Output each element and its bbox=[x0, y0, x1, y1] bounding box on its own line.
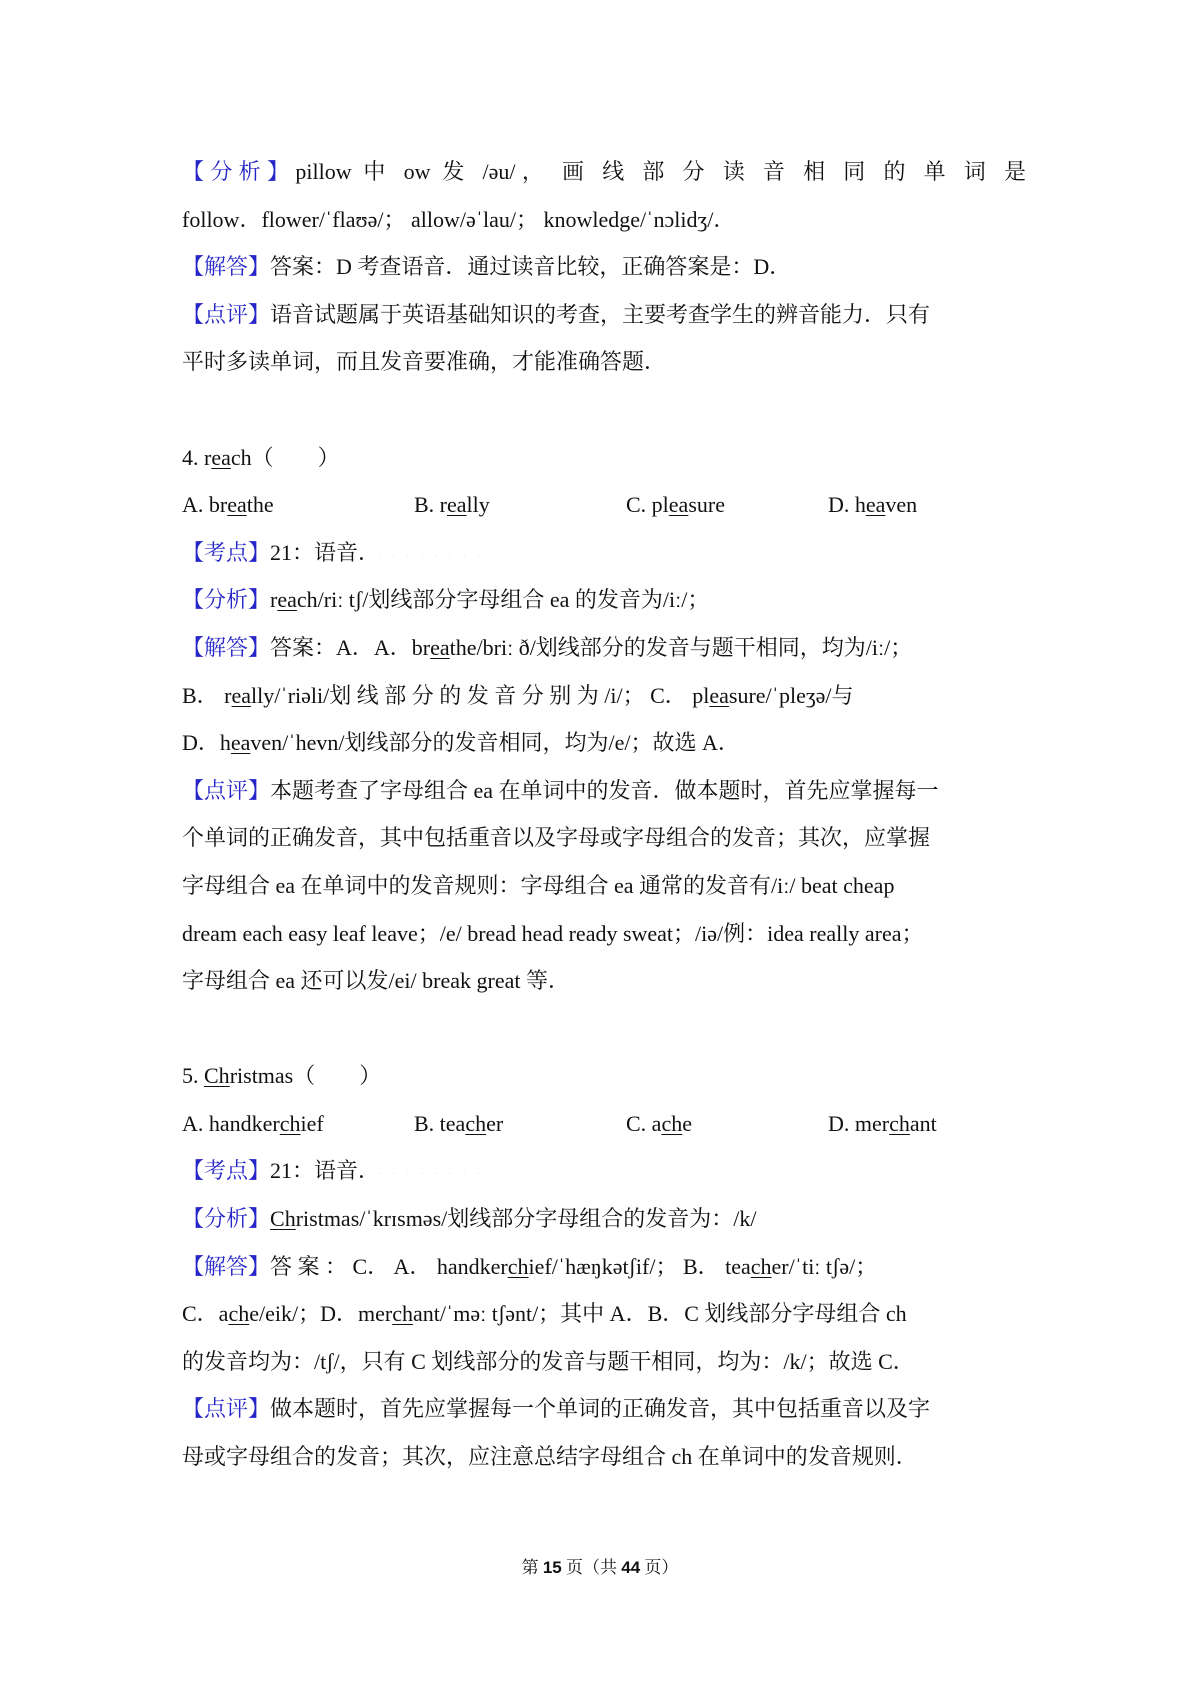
q4-options bbox=[182, 481, 1026, 529]
q5-answer-line1: 【解答】答 案 ： C． A． handkerchief/ˈhæŋkətʃif/； B． teacher/ˈtiː tʃə/； bbox=[182, 1253, 878, 1279]
q4-option-a: A. breathe bbox=[182, 492, 274, 518]
faint-watermark: · · · · · · · · bbox=[377, 548, 484, 564]
spacer bbox=[182, 1005, 1026, 1053]
spacer bbox=[182, 386, 1026, 434]
comment-label: 【点评】 bbox=[182, 777, 271, 803]
q3-answer: 【解答】答案：D 考查语音．通过读音比较，正确答案是：D． bbox=[182, 254, 792, 280]
analysis-label: 【分析】 bbox=[182, 1206, 271, 1232]
q3-analysis-line1: 【分析】pillow 中 ow 发 /əu/， 画 线 部 分 读 音 相 同 的 单 词 是 bbox=[182, 159, 1026, 184]
q5-stem: 5. Christmas（ ） bbox=[182, 1063, 382, 1089]
q4-comment-line5: 字母组合 ea 还可以发/ei/ break great 等． bbox=[182, 968, 570, 994]
q5-option-a: A. handkerchief bbox=[182, 1110, 324, 1136]
q3-comment-line2: 平时多读单词，而且发音要准确，才能准确答题． bbox=[182, 349, 667, 375]
q4-comment-line4: dream each easy leaf leave；/e/ bread head ready sweat；/iə/例：idea really area； bbox=[182, 920, 924, 946]
faint-watermark: · · · · · · · · bbox=[377, 1167, 484, 1183]
page-total: 44 bbox=[621, 1558, 641, 1577]
q4-comment-line2: 个单词的正确发音，其中包括重音以及字母或字母组合的发音；其次，应掌握 bbox=[182, 825, 931, 851]
q3-analysis-line2: follow．flower/ˈflaʊə/； allow/əˈlau/； knowledge/ˈnɔlidʒ/． bbox=[182, 206, 736, 232]
page-footer: 第 15 页（共 44 页） bbox=[521, 1558, 679, 1577]
q5-option-b: B. teacher bbox=[414, 1110, 504, 1136]
q4-analysis: 【分析】reach/riː tʃ/划线部分字母组合 ea 的发音为/iː/； bbox=[182, 587, 710, 613]
q5-options bbox=[182, 1100, 1026, 1148]
q4-answer-line2: B． really/ˈriəli/划 线 部 分 的 发 音 分 别 为 /i/； C． pleasure/ˈpleʒə/与 bbox=[182, 682, 854, 708]
answer-label: 【解答】 bbox=[182, 634, 271, 660]
kaodian-label: 【考点】 bbox=[182, 539, 271, 565]
q5-comment-line1: 【点评】做本题时，首先应掌握每一个单词的正确发音，其中包括重音以及字 bbox=[182, 1396, 931, 1422]
q4-stem: 4. reach（ ） bbox=[182, 444, 340, 470]
q4-kaodian: 【考点】21：语音． · · · · · · · · bbox=[182, 539, 484, 565]
q4-comment-line3: 字母组合 ea 在单词中的发音规则：字母组合 ea 通常的发音有/iː/ beat cheap bbox=[182, 872, 895, 898]
q4-answer-line1: 【解答】答案：A．A．breathe/briː ð/划线部分的发音与题干相同，均为/iː/； bbox=[182, 634, 913, 660]
q5-answer-line3: 的发音均为：/tʃ/，只有 C 划线部分的发音与题干相同，均为：/k/；故选 C． bbox=[182, 1348, 915, 1374]
q3-comment-line1: 【点评】语音试题属于英语基础知识的考查，主要考查学生的辨音能力．只有 bbox=[182, 301, 931, 327]
page-content bbox=[182, 148, 1026, 1481]
q4-option-b: B. really bbox=[414, 492, 490, 518]
q4-comment-line1: 【点评】本题考查了字母组合 ea 在单词中的发音．做本题时，首先应掌握每一 bbox=[182, 777, 939, 803]
page-number: 15 bbox=[542, 1558, 562, 1577]
comment-label: 【点评】 bbox=[182, 301, 271, 327]
analysis-label: 【分析】 bbox=[182, 159, 296, 184]
kaodian-label: 【考点】 bbox=[182, 1158, 271, 1184]
q5-comment-line2: 母或字母组合的发音；其次，应注意总结字母组合 ch 在单词中的发音规则． bbox=[182, 1444, 918, 1470]
q5-analysis: 【分析】Christmas/ˈkrɪsməs/划线部分字母组合的发音为：/k/ bbox=[182, 1206, 757, 1232]
answer-label: 【解答】 bbox=[182, 1253, 271, 1279]
q5-option-d: D. merchant bbox=[828, 1110, 937, 1136]
q4-option-c: C. pleasure bbox=[626, 492, 725, 518]
analysis-label: 【分析】 bbox=[182, 587, 271, 613]
comment-label: 【点评】 bbox=[182, 1396, 271, 1422]
q4-answer-line3: D．heaven/ˈhevn/划线部分的发音相同，均为/e/；故选 A． bbox=[182, 730, 740, 756]
answer-label: 【解答】 bbox=[182, 254, 271, 280]
q4-option-d: D. heaven bbox=[828, 492, 918, 518]
q5-answer-line2: C．ache/eik/；D．merchant/ˈməː tʃənt/；其中 A．B．C 划线部分字母组合 ch bbox=[182, 1301, 907, 1327]
q5-kaodian: 【考点】21：语音． · · · · · · · · bbox=[182, 1158, 484, 1184]
q5-option-c: C. ache bbox=[626, 1110, 692, 1136]
